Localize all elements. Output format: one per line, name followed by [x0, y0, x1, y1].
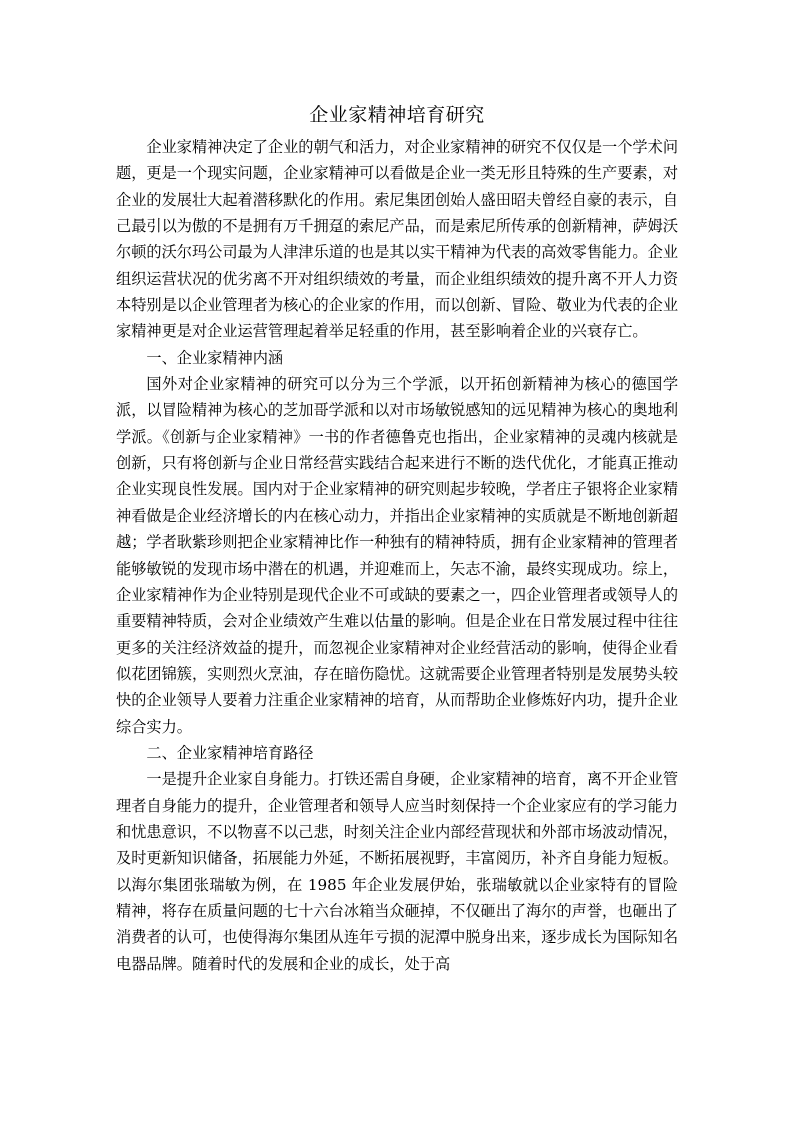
section2-heading: 二、企业家精神培育路径 [146, 743, 314, 762]
document-page [116, 98, 678, 977]
document-title: 企业家精神培育研究 [309, 104, 485, 126]
section1-paragraph: 国外对企业家精神的研究可以分为三个学派，以开拓创新精神为核心的德国学派，以冒险精神为核心的芝加哥学派和以对市场敏锐感知的远见精神为核心的奥地利学派。《创新与企业家精神》一书的作者德鲁克也指出，企业家精神的灵魂内核就是创新，只有将创新与企业日常经营实践结合起来进行不断的迭代优化，才能真正推动企业实现良性发展。国内对于企业家精神的研究则起步较晚，学者庄子银将企业家精神看做是企业经济增长的内在核心动力，并指出企业家精神的实质就是不断地创新超越；学者耿紫珍则把企业家精神比作一种独有的精神特质，拥有企业家精神的管理者能够敏锐的发现市场中潜在的机遇，并迎难而上，矢志不渝，最终实现成功。综上，企业家精神作为企业特别是现代企业不可或缺的要素之一，四企业管理者或领导人的重要精神特质，会对企业绩效产生难以估量的影响。但是企业在日常发展过程中往往更多的关注经济效益的提升，而忽视企业家精神对企业经营活动的影响，使得企业看似花团锦簇，实则烈火烹油，存在暗伤隐忧。这就需要企业管理者特别是发展势头较快的企业领导人要着力注重企业家精神的培育，从而帮助企业修炼好内功，提升企业综合实力。 [116, 375, 678, 736]
intro-paragraph: 企业家精神决定了企业的朝气和活力，对企业家精神的研究不仅仅是一个学术问题，更是一个现实问题，企业家精神可以看做是企业一类无形且特殊的生产要素，对企业的发展壮大起着潜移默化的作用。索尼集团创始人盛田昭夫曾经自豪的表示，自己最引以为傲的不是拥有万千拥趸的索尼产品，而是索尼所传承的创新精神，萨姆沃尔顿的沃尔玛公司最为人津津乐道的也是其以实干精神为代表的高效零售能力。企业组织运营状况的优劣离不开对组织绩效的考量，而企业组织绩效的提升离不开人力资本特别是以企业管理者为核心的企业家的作用，而以创新、冒险、敬业为代表的企业家精神更是对企业运营管理起着举足轻重的作用，甚至影响着企业的兴衰存亡。 [116, 138, 678, 341]
section2-paragraph: 一是提升企业家自身能力。打铁还需自身硬，企业家精神的培育，离不开企业管理者自身能力的提升，企业管理者和领导人应当时刻保持一个企业家应有的学习能力和忧患意识，不以物喜不以己悲，时刻关注企业内部经营现状和外部市场波动情况，及时更新知识储备，拓展能力外延，不断拓展视野，丰富阅历，补齐自身能力短板。以海尔集团张瑞敏为例，在 1985 年企业发展伊始，张瑞敏就以企业家特有的冒险精神，将存在质量问题的七十六台冰箱当众砸掉，不仅砸出了海尔的声誉，也砸出了消费者的认可，也使得海尔集团从连年亏损的泥潭中脱身出来，逐步成长为国际知名电器品牌。随着时代的发展和企业的成长，处于高 [116, 770, 678, 973]
section1-heading: 一、企业家精神内涵 [146, 348, 284, 367]
